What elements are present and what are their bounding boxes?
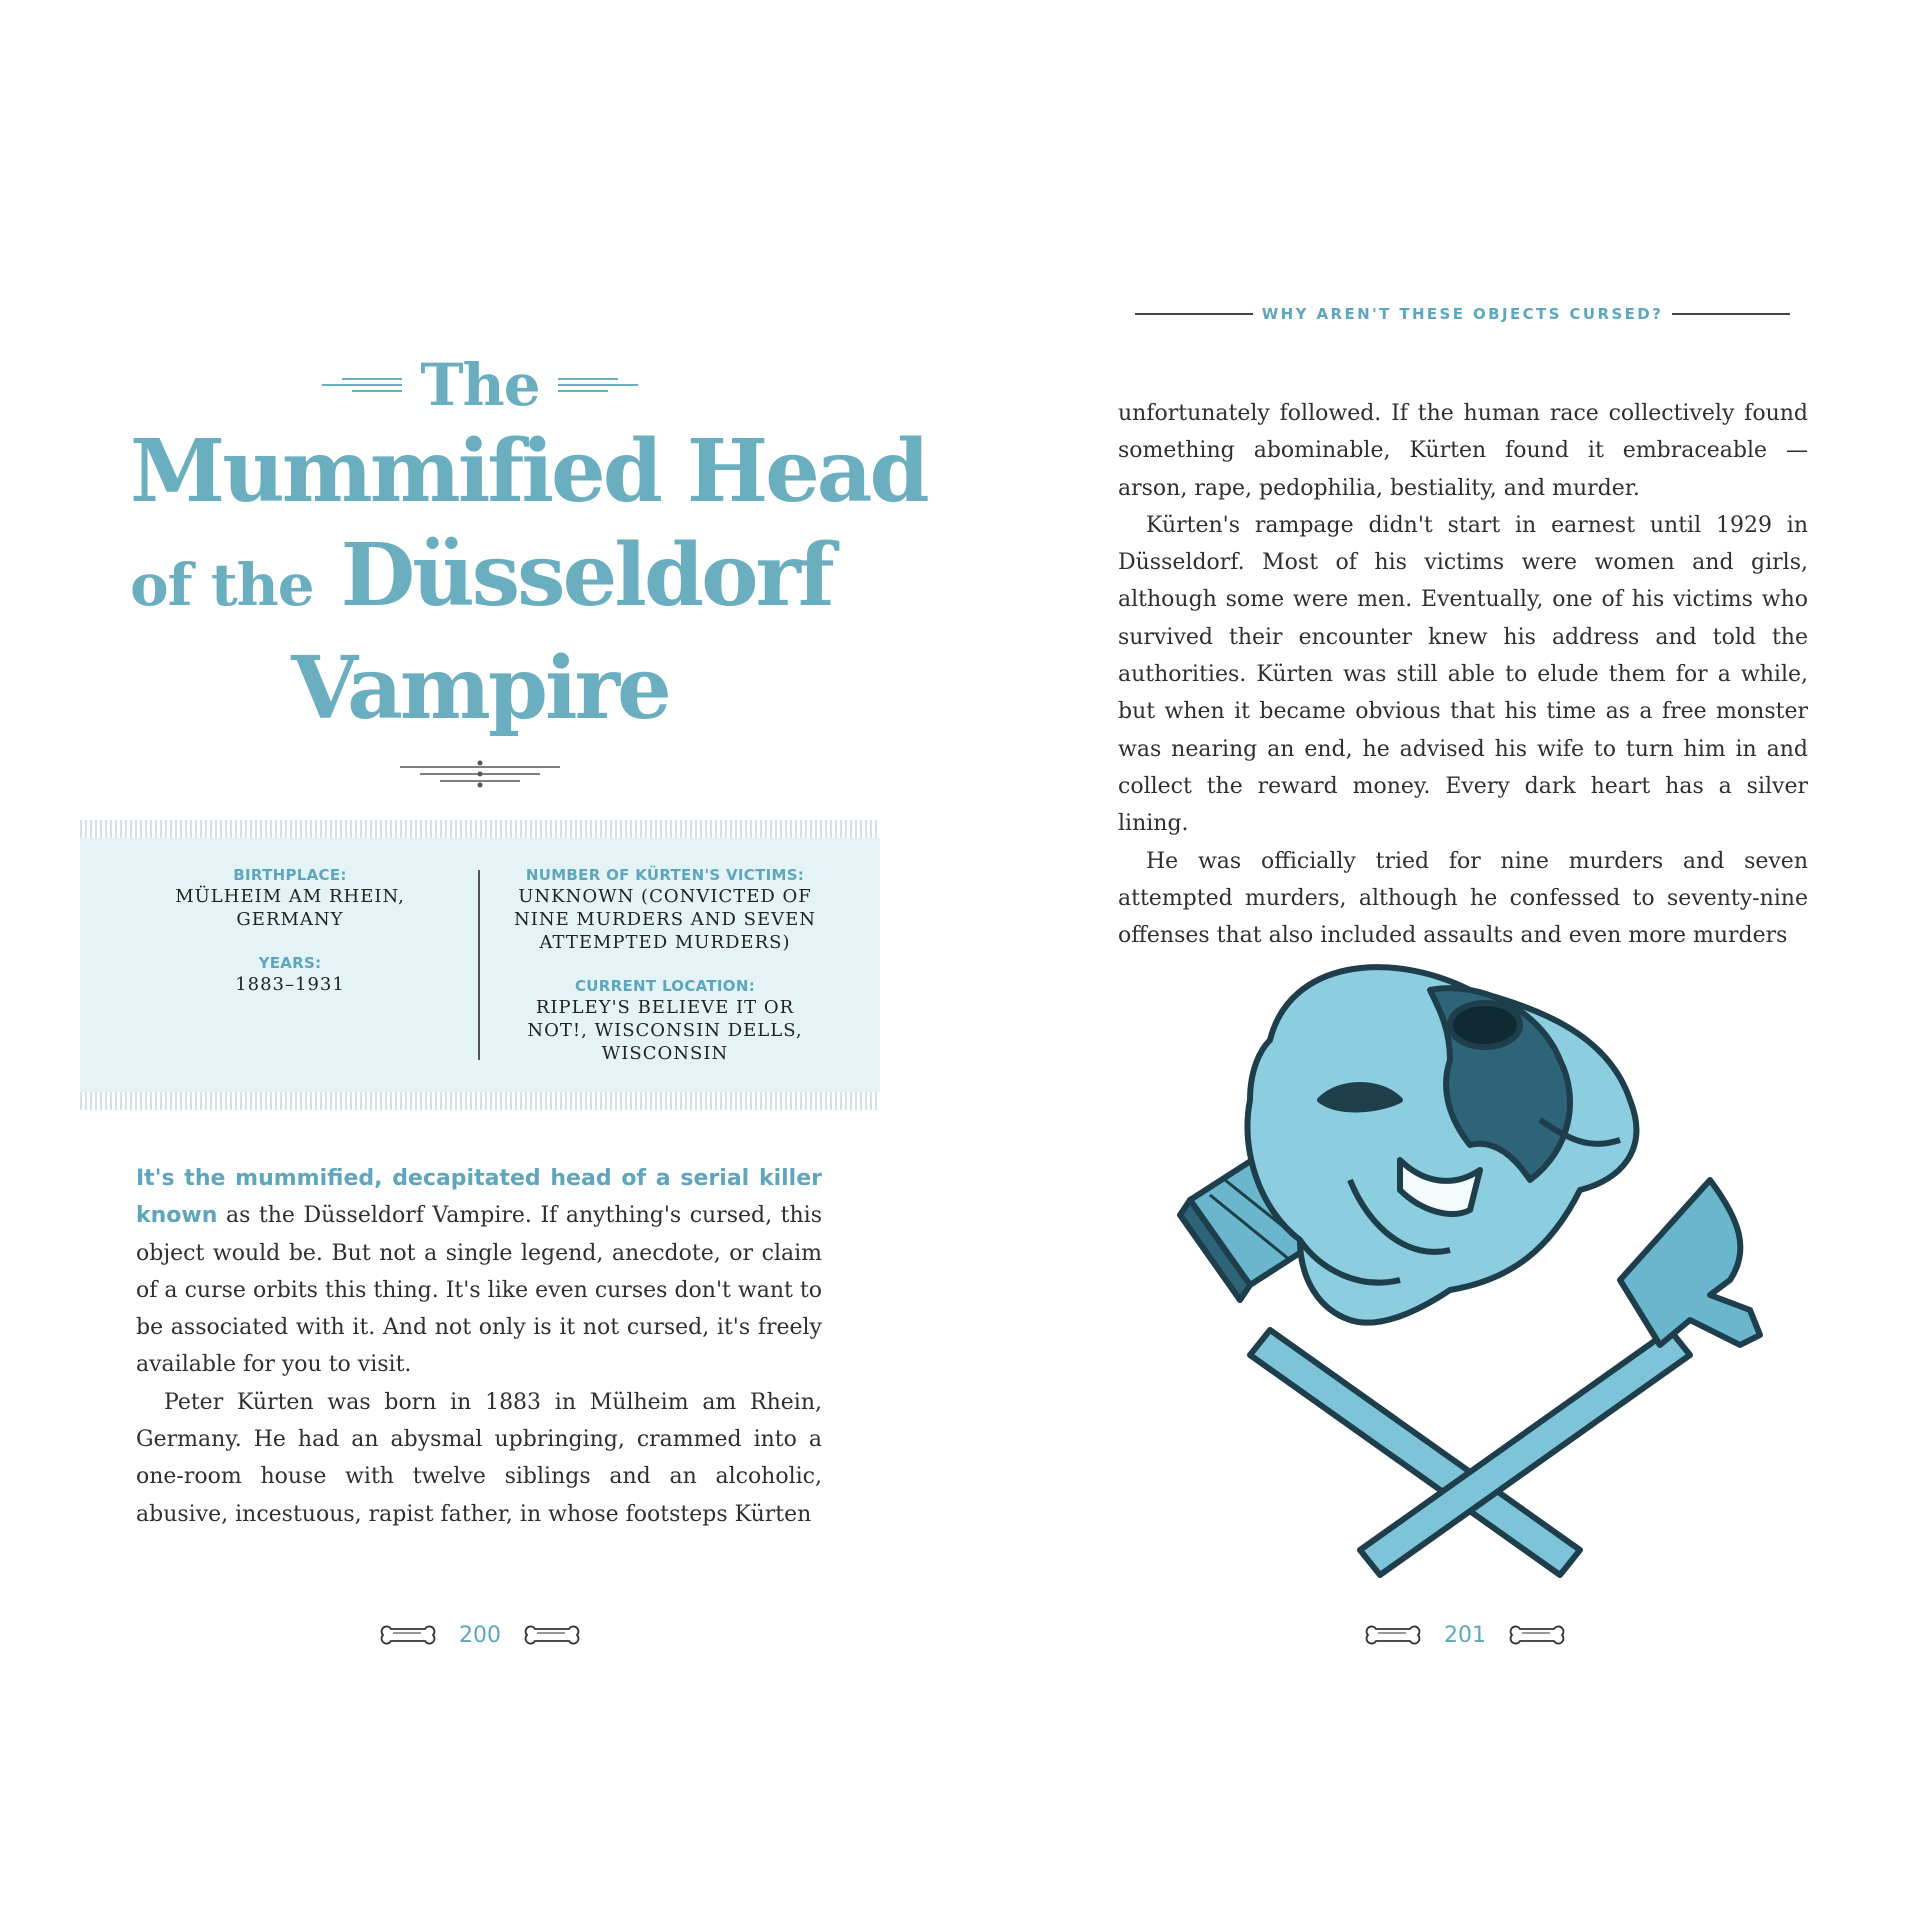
- chapter-title: [130, 350, 927, 789]
- right-body-text: [1118, 395, 1808, 954]
- right-paragraph-2: Kürten's rampage didn't start in earnest until 1929 in Düsseldorf. Most of his victims were women and girls, although some were men. Eventually, one of his victims who survived their encounter knew his address and told the authorities. Kürten was still able to elude them for a while, but when it became obvious that his time as a free monster was nearing an end, he advised his wife to turn him in and collect the reward money. Every dark heart has a silver lining.: [1118, 512, 1808, 837]
- fact-box: [80, 820, 880, 1110]
- birthplace-label: BIRTHPLACE:: [233, 866, 347, 884]
- left-paragraph-1-rest: as the Düsseldorf Vampire. If anything's cursed, this object would be. But not a single legend, anecdote, or claim of a curse orbits this thing. It's like even curses don't want to be associated with it. And not only is it not cursed, it's freely available for you to visit.: [136, 1203, 822, 1378]
- running-head-text: WHY AREN'T THESE OBJECTS CURSED?: [1261, 305, 1664, 323]
- running-head: [1135, 305, 1790, 323]
- bone-icon: [517, 1622, 587, 1648]
- title-line-vampire: Vampire: [291, 638, 669, 739]
- flourish-right-icon: [558, 374, 638, 396]
- left-paragraph-2: Peter Kürten was born in 1883 in Mülheim am Rhein, Germany. He had an abysmal upbringing, crammed into a one-room house with twelve siblings and an alcoholic, abusive, incestuous, rapist father, in whose footsteps Kürten: [136, 1389, 822, 1527]
- title-line-mummified-head: Mummified Head: [130, 421, 927, 522]
- victims-value-line2: NINE MURDERS AND SEVEN: [513, 909, 817, 930]
- location-value-line3: WISCONSIN: [601, 1043, 729, 1064]
- title-line-dusseldorf: Düsseldorf: [340, 525, 832, 626]
- left-paragraph-1: [136, 1160, 822, 1384]
- location-value-line1: RIPLEY'S BELIEVE IT OR: [535, 997, 795, 1018]
- page-number-left: [373, 1622, 587, 1648]
- years-value: 1883–1931: [235, 974, 345, 995]
- head-illustration: [1247, 967, 1636, 1323]
- victims-value-line3: ATTEMPTED MURDERS): [539, 932, 791, 953]
- page-number-left-value: 200: [459, 1622, 501, 1648]
- page-number-right-value: 201: [1444, 1622, 1486, 1648]
- title-line-the: The: [420, 351, 540, 419]
- title-line-of-the: of the: [130, 551, 314, 619]
- mummified-head-illustration: [1150, 950, 1790, 1590]
- location-label: CURRENT LOCATION:: [575, 977, 755, 995]
- bone-icon: [373, 1622, 443, 1648]
- flourish-left-icon: [322, 374, 402, 396]
- birthplace-value-line1: MÜLHEIM AM RHEIN,: [175, 886, 405, 907]
- bone-icon: [1502, 1622, 1572, 1648]
- birthplace-value-line2: GERMANY: [236, 909, 344, 930]
- victims-label: NUMBER OF KÜRTEN'S VICTIMS:: [525, 866, 805, 884]
- victims-value-line1: UNKNOWN (CONVICTED OF: [518, 886, 812, 907]
- page-number-right: [1358, 1622, 1572, 1648]
- right-paragraph-3: He was officially tried for nine murders and seven attempted murders, although he confessed to seventy-nine offenses that also included assaults and even more murders: [1118, 848, 1808, 949]
- years-label: YEARS:: [258, 954, 322, 972]
- running-head-rule-left: [1135, 313, 1253, 315]
- running-head-rule-right: [1672, 313, 1790, 315]
- right-paragraph-1: unfortunately followed. If the human race collectively found something abominable, Kürten found it embraceable — arson, rape, pedophilia, bestiality, and murder.: [1118, 401, 1808, 501]
- lead-in: It's the mummified, decapitated head of a serial killer known: [136, 1166, 822, 1229]
- bone-icon: [1358, 1622, 1428, 1648]
- location-value-line2: NOT!, WISCONSIN DELLS,: [527, 1020, 803, 1041]
- left-body-text: [136, 1160, 822, 1533]
- title-ornament-icon: [400, 759, 560, 789]
